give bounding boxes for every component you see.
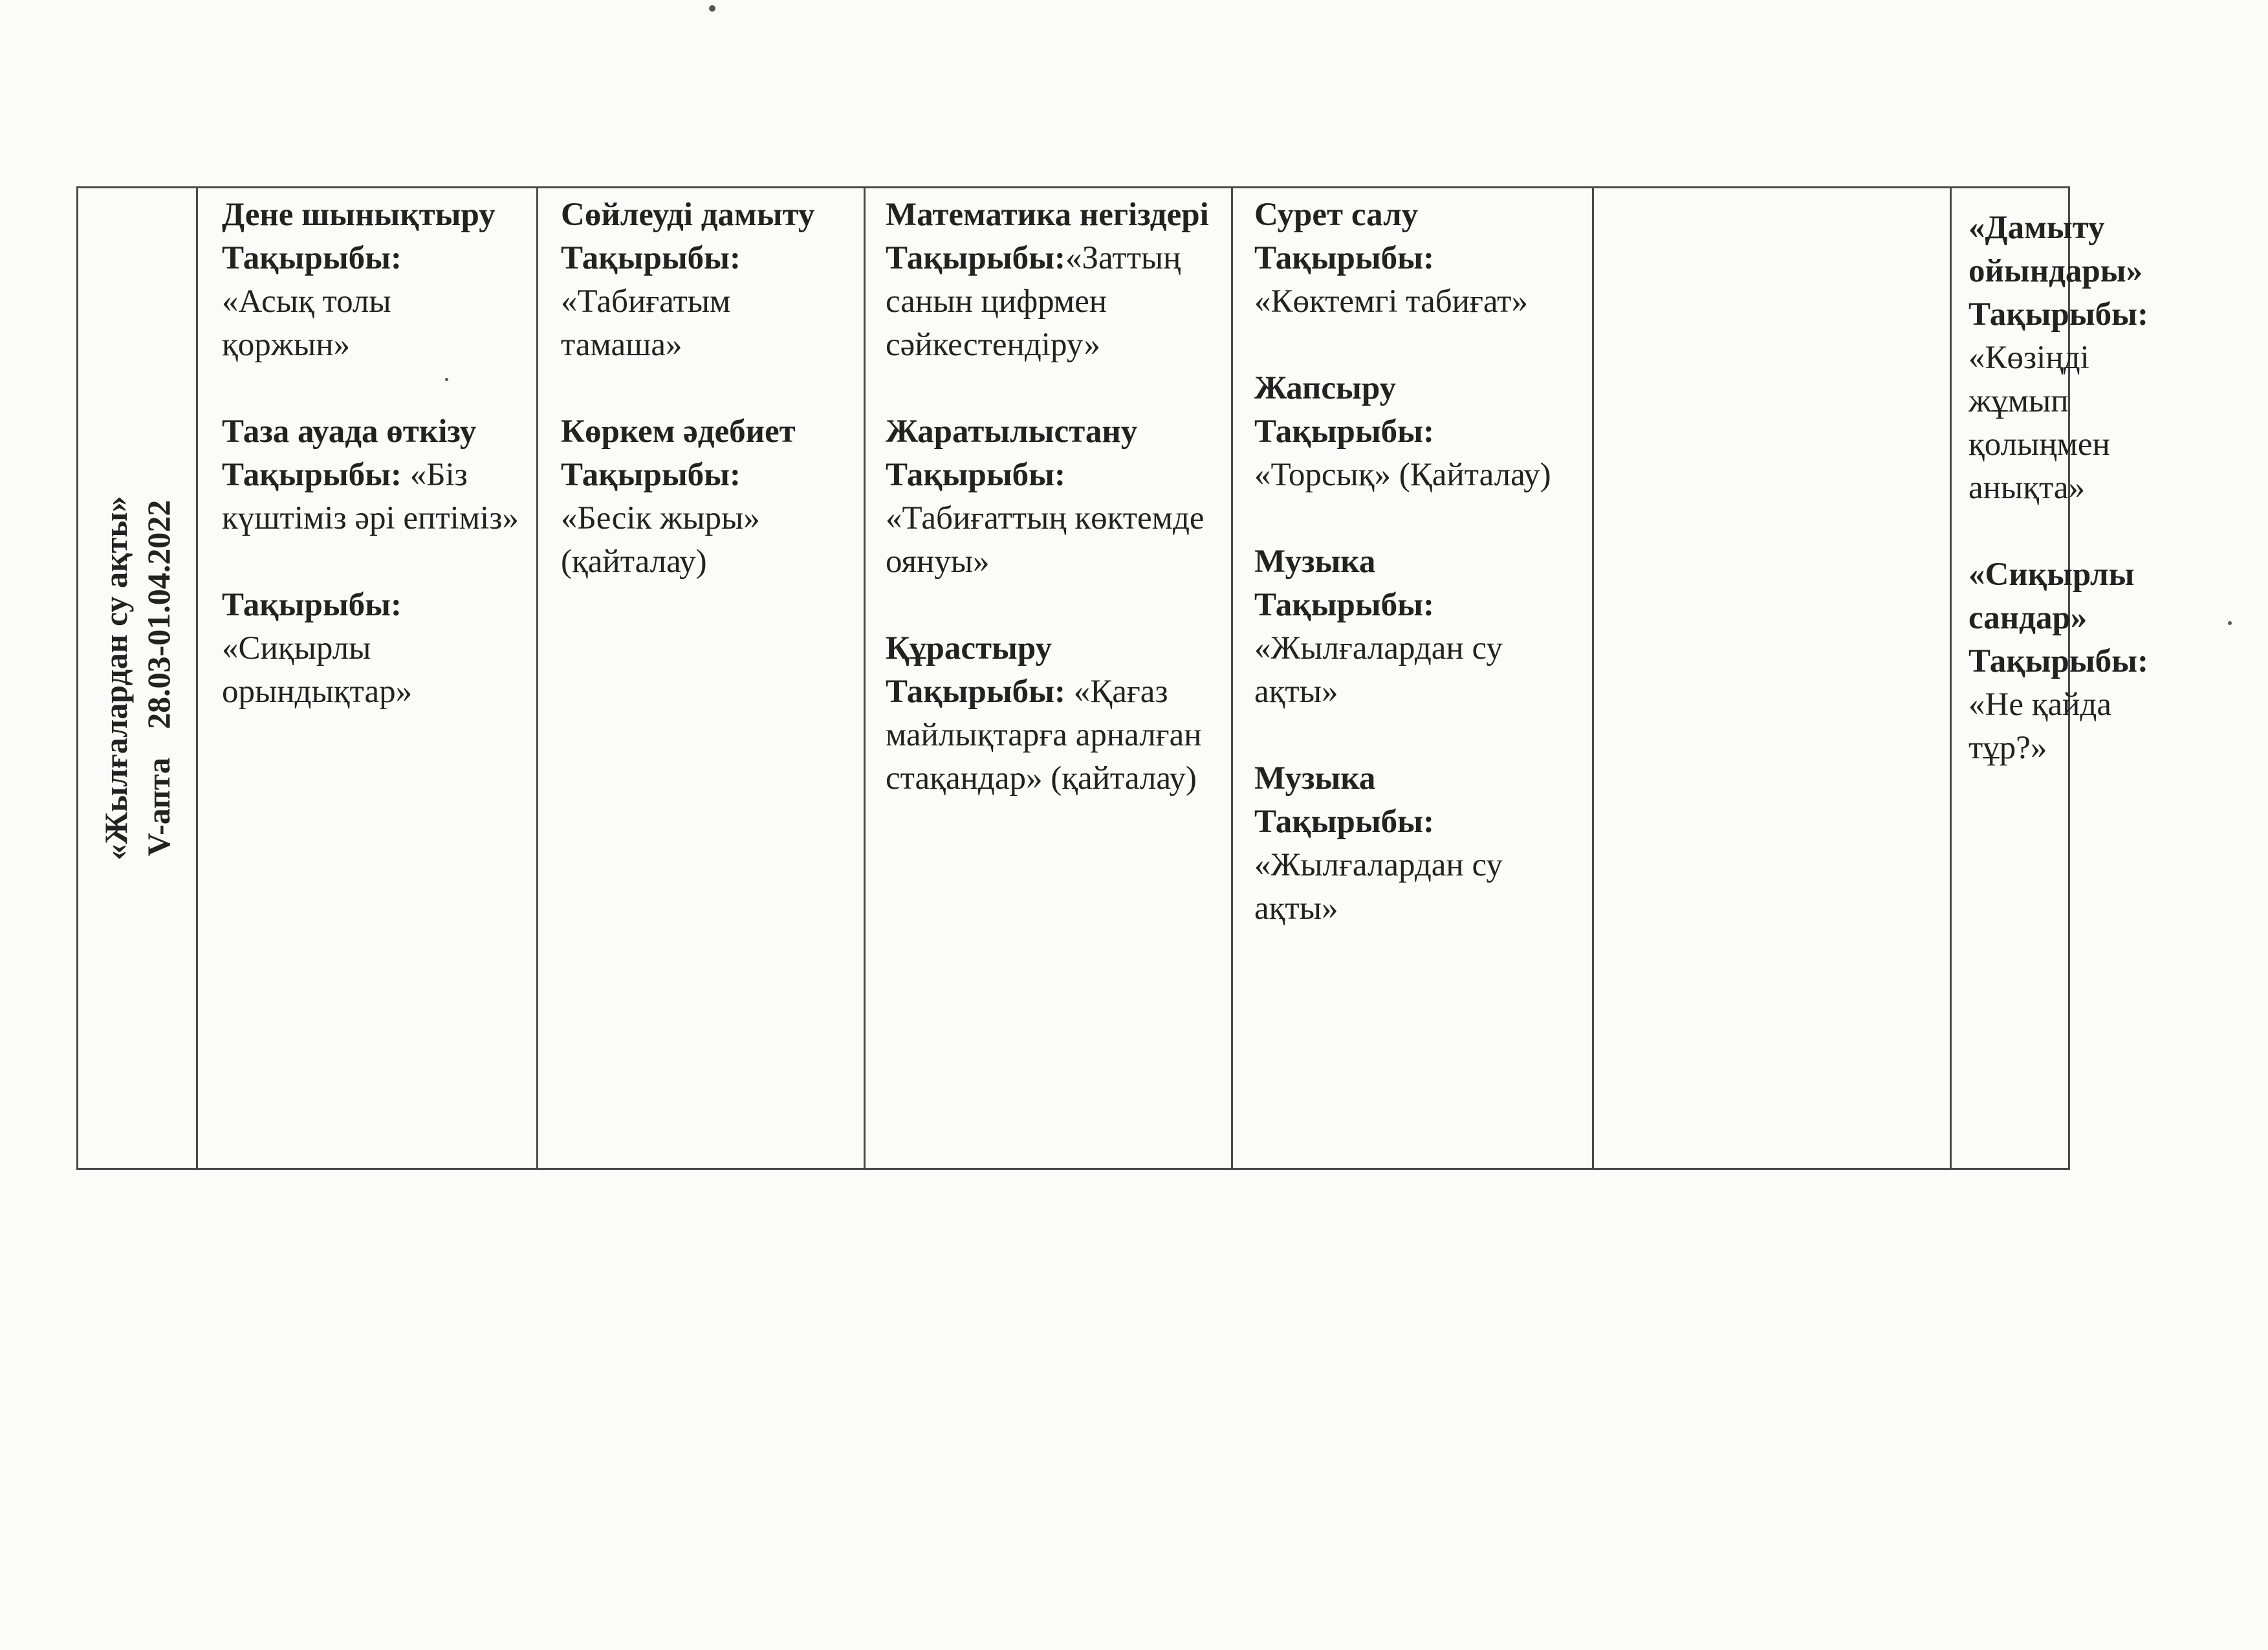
topic-label: Тақырыбы: bbox=[561, 457, 741, 493]
subject-title: Көркем әдебиет bbox=[561, 413, 796, 450]
topic-label: Тақырыбы: bbox=[1968, 643, 2148, 679]
column-divider bbox=[536, 188, 538, 1168]
weekly-plan-table bbox=[76, 186, 2148, 1170]
lesson-block bbox=[886, 627, 1228, 800]
subject-title: Математика негіздері bbox=[886, 197, 1209, 233]
subject-title: Сурет салу bbox=[1254, 197, 1419, 233]
subject-title: «Дамыту ойындары» bbox=[1968, 210, 2143, 289]
topic-text: «Жылғалардан су ақты» bbox=[1254, 630, 1503, 710]
subject-title: Құрастыру bbox=[886, 630, 1052, 666]
topic-label: Тақырыбы: bbox=[222, 457, 402, 493]
topic-text: «Біз күштіміз әрі ептіміз» bbox=[222, 457, 519, 536]
lesson-block bbox=[561, 193, 856, 367]
subject-title: «Сиқырлы сандар» bbox=[1968, 556, 2135, 636]
column-divider bbox=[1231, 188, 1233, 1168]
column-drawing-music bbox=[1254, 193, 1584, 930]
subject-title: Жаратылыстану bbox=[886, 413, 1138, 450]
subject-title: Сөйлеуді дамыту bbox=[561, 197, 815, 233]
topic-text: «Асық толы қоржын» bbox=[222, 283, 391, 363]
topic-label: Тақырыбы: bbox=[222, 240, 402, 276]
lesson-block bbox=[222, 584, 526, 714]
column-divider bbox=[1592, 188, 1594, 1168]
topic-text: «Не қайда тұр?» bbox=[1968, 687, 2112, 766]
lesson-block bbox=[1254, 757, 1584, 930]
topic-text: «Торсық» (Қайталау) bbox=[1254, 457, 1551, 493]
subject-title: Таза ауада өткізу bbox=[222, 413, 477, 450]
week-label: V-апта bbox=[140, 757, 177, 857]
subject-title: Музыка bbox=[1254, 760, 1376, 797]
subject-title: Дене шынықтыру bbox=[222, 197, 496, 233]
lesson-block bbox=[886, 193, 1228, 367]
scan-speck bbox=[445, 378, 448, 381]
subject-title: Музыка bbox=[1254, 544, 1376, 580]
lesson-block bbox=[222, 193, 526, 367]
topic-label: Тақырыбы: bbox=[886, 457, 1065, 493]
lesson-block bbox=[1968, 553, 2148, 770]
column-mathematics bbox=[886, 193, 1228, 800]
topic-text: «Табиғатым тамаша» bbox=[561, 283, 731, 363]
topic-label: Тақырыбы: bbox=[886, 674, 1065, 710]
topic-label: Тақырыбы: bbox=[1254, 804, 1434, 840]
column-divider bbox=[196, 188, 198, 1168]
column-divider bbox=[864, 188, 866, 1168]
week-dates: 28.03-01.04.2022 bbox=[140, 500, 177, 729]
topic-text: «Табиғаттың көктемде оянуы» bbox=[886, 500, 1205, 580]
lesson-block bbox=[222, 410, 526, 540]
scan-speck bbox=[709, 5, 715, 12]
lesson-block bbox=[1254, 540, 1584, 714]
topic-text: «Бесік жыры» (қайталау) bbox=[561, 500, 760, 580]
topic-label: Тақырыбы: bbox=[561, 240, 741, 276]
topic-text: «Көктемгі табиғат» bbox=[1254, 283, 1528, 320]
lesson-block bbox=[1254, 193, 1584, 324]
topic-text: «Сиқырлы орындықтар» bbox=[222, 630, 413, 710]
column-divider bbox=[1950, 188, 1952, 1168]
column-speech-development bbox=[561, 193, 856, 584]
topic-text: «Қағаз майлықтарға арналған стақандар» (қайталау) bbox=[886, 674, 1202, 797]
lesson-block bbox=[886, 410, 1228, 584]
week-header-cell bbox=[78, 188, 196, 1168]
topic-label: Тақырыбы: bbox=[222, 587, 402, 623]
lesson-block bbox=[561, 410, 856, 584]
topic-text: «Заттың санын цифрмен сәйкестендіру» bbox=[886, 240, 1181, 363]
column-physical-education bbox=[222, 193, 526, 714]
scan-speck bbox=[2228, 621, 2232, 625]
week-header-text bbox=[94, 496, 180, 861]
topic-label: Тақырыбы: bbox=[886, 240, 1065, 276]
topic-label: Тақырыбы: bbox=[1254, 587, 1434, 623]
lesson-block bbox=[1968, 206, 2148, 510]
week-theme: «Жылғалардан су ақты» bbox=[98, 496, 134, 861]
topic-text: «Жылғалардан су ақты» bbox=[1254, 847, 1503, 927]
topic-label: Тақырыбы: bbox=[1254, 240, 1434, 276]
subject-title: Жапсыру bbox=[1254, 370, 1397, 406]
topic-label: Тақырыбы: bbox=[1968, 296, 2148, 333]
topic-text: «Көзіңді жұмып қолыңмен анықта» bbox=[1968, 340, 2110, 506]
topic-label: Тақырыбы: bbox=[1254, 413, 1434, 450]
lesson-block bbox=[1254, 367, 1584, 497]
games-cell bbox=[1968, 206, 2148, 770]
